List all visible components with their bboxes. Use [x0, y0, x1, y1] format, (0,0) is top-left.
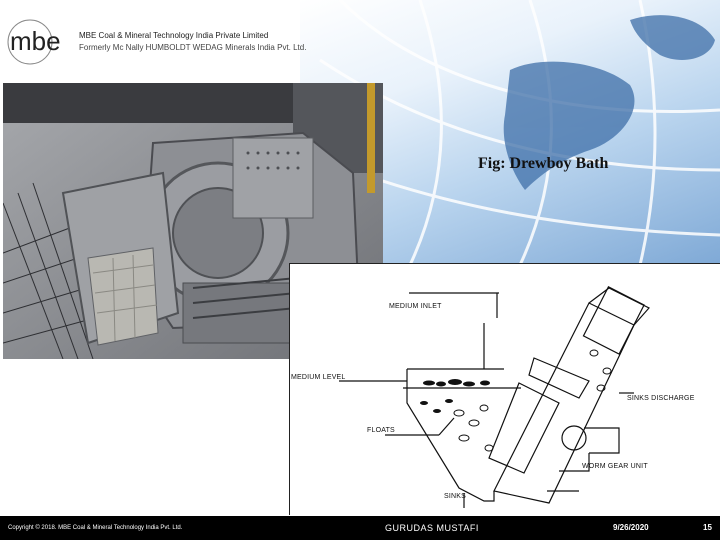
label-medium-inlet: MEDIUM INLET: [389, 303, 442, 310]
figure-caption: Fig: Drewboy Bath: [478, 155, 609, 172]
company-former-name: Formerly Mc Nally HUMBOLDT WEDAG Minerals India Pvt. Ltd.: [79, 43, 307, 52]
company-name: MBE Coal & Mineral Technology India Private Limited: [79, 31, 269, 40]
header: [0, 0, 720, 80]
copyright-text: Copyright © 2018. MBE Coal & Mineral Technology India Pvt. Ltd.: [8, 525, 183, 531]
mbe-logo: [6, 18, 72, 66]
label-sinks-discharge: SINKS DISCHARGE: [627, 395, 695, 402]
drewboy-bath-diagram: [289, 263, 720, 515]
svg-text:mbe: mbe: [10, 26, 61, 56]
label-worm-gear-unit: WORM GEAR UNIT: [582, 463, 648, 470]
label-sinks: SINKS: [444, 493, 467, 500]
slide-date: 9/26/2020: [613, 523, 649, 532]
label-medium-level: MEDIUM LEVEL: [291, 374, 346, 381]
slide-number: 15: [703, 523, 712, 532]
author-name: GURUDAS MUSTAFI: [385, 523, 479, 533]
label-floats: FLOATS: [367, 427, 395, 434]
footer-bar: [0, 516, 720, 540]
